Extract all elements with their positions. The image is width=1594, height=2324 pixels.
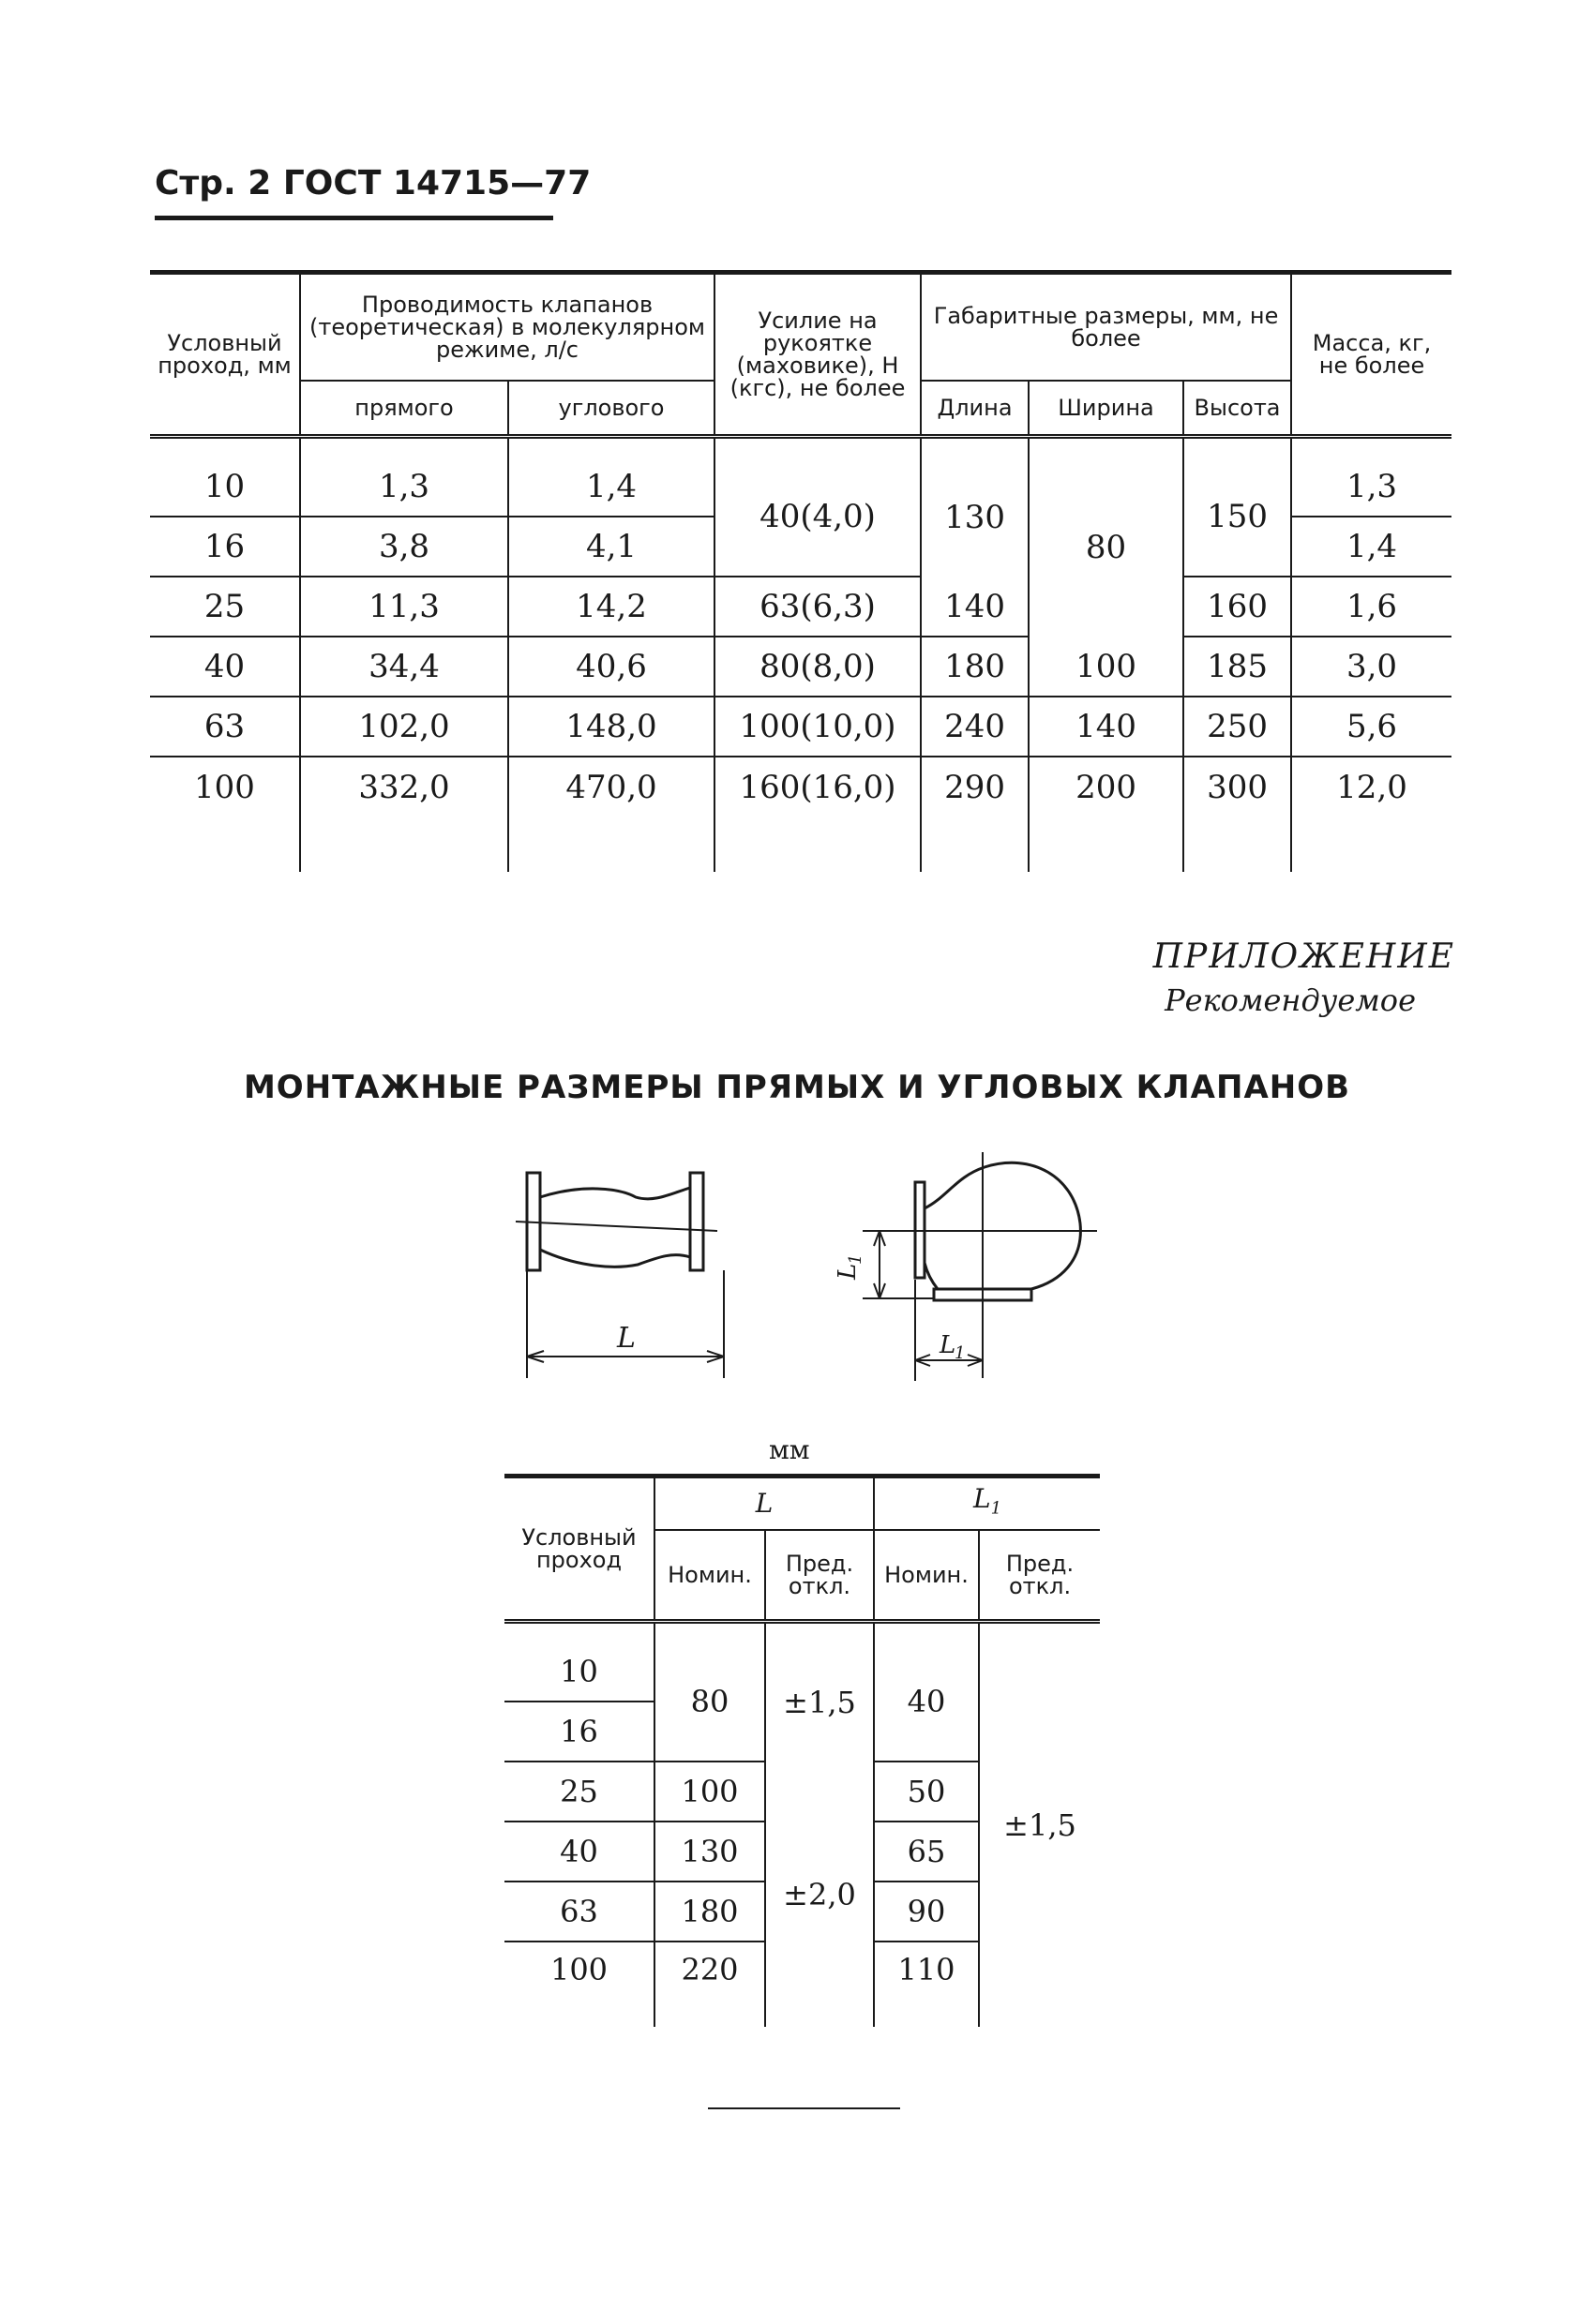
header-conductance: Проводимость клапанов (теоретическая) в молекулярном режиме, л/с	[300, 273, 714, 382]
cell-length: 130	[921, 437, 1029, 577]
cell-bore: 100	[194, 769, 255, 806]
header-rule	[155, 216, 553, 220]
cell-bore: 16	[150, 517, 300, 577]
appendix-subtitle: Рекомендуемое	[1165, 982, 1416, 1018]
cell-height: 185	[1183, 637, 1291, 697]
cell-L1-tolerance: ±1,5	[979, 1622, 1100, 2028]
cell-angle: 1,4	[508, 437, 714, 517]
cell-bore: 10	[150, 437, 300, 517]
cell-bore: 10	[504, 1622, 654, 1702]
cell-bore: 40	[150, 637, 300, 697]
header-handle-force: Усилие на рукоятке (маховике), Н (кгс), не более	[714, 273, 921, 437]
cell-force: 80(8,0)	[714, 637, 921, 697]
cell-L1-nominal: 110	[874, 1942, 979, 2027]
angle-dim-label-vertical: L	[834, 1263, 862, 1280]
valve-drawings	[506, 1139, 1106, 1396]
cell-straight: 1,3	[300, 437, 508, 517]
header-straight: прямого	[300, 381, 508, 437]
cell-force: 100(10,0)	[714, 697, 921, 757]
angle-dim-sub-vertical: 1	[846, 1253, 865, 1265]
cell-length: 240	[921, 697, 1029, 757]
page-label: Стр. 2	[155, 164, 272, 202]
cell-bore: 63	[504, 1882, 654, 1942]
cell-L-nominal: 220	[654, 1942, 765, 2027]
cell-force: 40(4,0)	[714, 437, 921, 577]
cell-mass: 1,6	[1291, 577, 1451, 637]
cell-straight: 332,0	[300, 757, 508, 872]
cell-width: 100	[1029, 637, 1183, 697]
table-row	[150, 437, 1451, 517]
header-nominal-bore: Условный проход, мм	[150, 273, 300, 437]
cell-straight: 102,0	[300, 697, 508, 757]
angle-dim-label: L	[940, 1331, 956, 1359]
cell-length: 180	[921, 637, 1029, 697]
header-L-nominal: Номин.	[654, 1530, 765, 1622]
footer-rule	[708, 2107, 900, 2109]
cell-bore: 100	[549, 1952, 609, 1987]
header-mass: Масса, кг, не более	[1291, 273, 1451, 437]
straight-dim-label: L	[617, 1322, 636, 1355]
cell-angle: 14,2	[508, 577, 714, 637]
cell-force: 160(16,0)	[714, 757, 921, 872]
cell-L-tolerance: ±2,0	[765, 1762, 874, 2027]
cell-L-nominal: 180	[654, 1882, 765, 1942]
cell-angle: 40,6	[508, 637, 714, 697]
cell-L1-nominal: 90	[874, 1882, 979, 1942]
valve-characteristics-table	[150, 270, 1451, 842]
cell-height: 150	[1183, 437, 1291, 577]
cell-mass: 5,6	[1291, 697, 1451, 757]
cell-mass: 12,0	[1291, 757, 1451, 872]
angle-valve-drawing	[863, 1152, 1097, 1381]
mounting-dimensions-table	[504, 1474, 1100, 2046]
cell-straight: 3,8	[300, 517, 508, 577]
table-row	[150, 757, 1451, 872]
cell-width: 140	[1029, 697, 1183, 757]
cell-bore: 25	[150, 577, 300, 637]
header-width: Ширина	[1029, 381, 1183, 437]
header-height: Высота	[1183, 381, 1291, 437]
cell-bore: 25	[504, 1762, 654, 1822]
cell-bore: 40	[504, 1822, 654, 1882]
angle-dim-sub: 1	[955, 1343, 966, 1363]
header-nominal-bore: Условный проход	[504, 1477, 654, 1622]
header-L-tolerance: Пред. откл.	[765, 1530, 874, 1622]
cell-height: 300	[1183, 757, 1291, 872]
cell-force: 63(6,3)	[714, 577, 921, 637]
section-title: МОНТАЖНЫЕ РАЗМЕРЫ ПРЯМЫХ И УГЛОВЫХ КЛАПАНОВ	[243, 1069, 1351, 1106]
cell-height: 250	[1183, 697, 1291, 757]
cell-width: 80	[1029, 437, 1183, 637]
cell-L-nominal: 80	[654, 1622, 765, 1762]
standard-number: ГОСТ 14715—77	[282, 164, 592, 202]
header-L1-sub: 1	[990, 1498, 1002, 1519]
cell-length: 140	[921, 577, 1029, 637]
cell-L1-nominal: 65	[874, 1822, 979, 1882]
cell-L1-nominal: 40	[874, 1622, 979, 1762]
header-L1-nominal: Номин.	[874, 1530, 979, 1622]
header-L1-tolerance: Пред. откл.	[979, 1530, 1100, 1622]
units-label: мм	[769, 1434, 810, 1465]
cell-angle: 148,0	[508, 697, 714, 757]
appendix-title: ПРИЛОЖЕНИЕ	[1152, 937, 1455, 976]
cell-L-nominal: 130	[654, 1822, 765, 1882]
header-length: Длина	[921, 381, 1029, 437]
header-L1-main: L	[972, 1482, 991, 1514]
cell-bore: 63	[150, 697, 300, 757]
header-dimensions: Габаритные размеры, мм, не более	[921, 273, 1291, 382]
cell-bore: 16	[504, 1702, 654, 1762]
cell-width: 200	[1029, 757, 1183, 872]
cell-mass: 3,0	[1291, 637, 1451, 697]
cell-mass: 1,3	[1291, 437, 1451, 517]
table-row	[504, 1622, 1100, 1702]
header-angle: углового	[508, 381, 714, 437]
cell-height: 160	[1183, 577, 1291, 637]
table-row	[150, 577, 1451, 637]
cell-L1-nominal: 50	[874, 1762, 979, 1822]
cell-angle: 4,1	[508, 517, 714, 577]
cell-straight: 11,3	[300, 577, 508, 637]
cell-mass: 1,4	[1291, 517, 1451, 577]
cell-straight: 34,4	[300, 637, 508, 697]
page-header	[155, 164, 591, 202]
table-row	[150, 697, 1451, 757]
table-row	[150, 637, 1451, 697]
cell-length: 290	[921, 757, 1029, 872]
cell-L-nominal: 100	[654, 1762, 765, 1822]
cell-angle: 470,0	[508, 757, 714, 872]
header-L1	[874, 1477, 1100, 1531]
cell-L-tolerance: ±1,5	[765, 1622, 874, 1762]
header-L: L	[654, 1477, 874, 1531]
